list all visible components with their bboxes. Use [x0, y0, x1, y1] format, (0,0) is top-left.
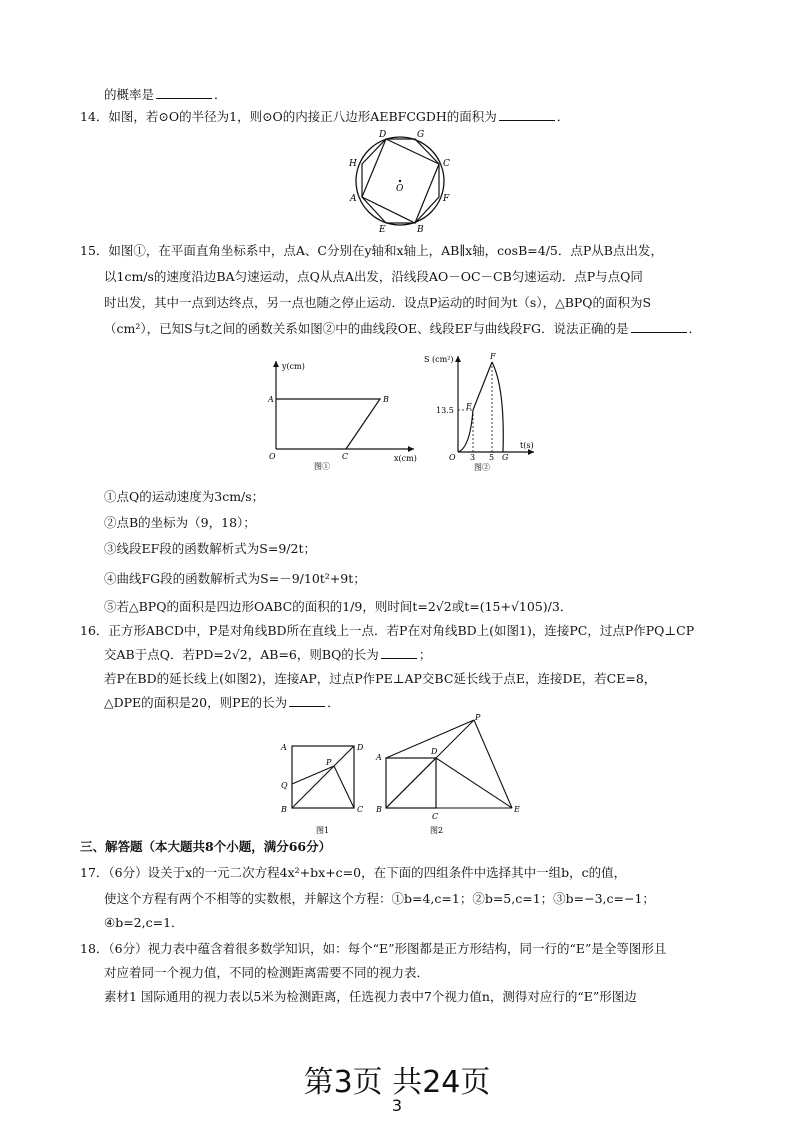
page-label: 第3页 共24页 — [303, 1065, 491, 1100]
answer-blank — [499, 108, 555, 121]
fig2-label-G: G — [502, 453, 509, 462]
fig2-label-O: O — [449, 453, 456, 462]
fig2-caption: 图② — [474, 463, 490, 472]
q16-fig1-label-Q: Q — [281, 781, 288, 790]
label-O: O — [396, 184, 404, 194]
fig1-label-B: B — [383, 395, 389, 404]
q16-fig1-label-D: D — [357, 743, 364, 752]
q16-fig1-caption: 图1 — [316, 826, 330, 835]
q15-option-5: ⑤若△BPQ的面积是四边形OABC的面积的1/9，则时间t=2√2或t=(15+√105)/3． — [104, 599, 573, 614]
q15-option-2: ②点B的坐标为（9，18）； — [104, 515, 256, 530]
q16-fig2-label-A: A — [376, 753, 382, 762]
top-line: 的概率是 ． — [104, 87, 227, 102]
q15-line2: 以1cm/s的速度沿边BA匀速运动，点Q从点A出发，沿线段AO－OC－CB匀速运动．点P与点Q同 — [104, 269, 643, 284]
answer-blank — [156, 86, 212, 99]
q16-fig2-label-B: B — [376, 805, 382, 814]
answer-blank — [381, 646, 417, 659]
q18-line1: 18．（6分）视力表中蕴含着很多数学知识，如：每个“E”形图都是正方形结构，同一行的“E”是全等图形且 — [80, 941, 667, 956]
label-A: A — [350, 194, 357, 204]
q16-fig2-label-P: P — [475, 713, 481, 722]
label-H: H — [349, 159, 357, 169]
q16-line4: △DPE的面积是20，则PE的长为 ． — [104, 695, 340, 710]
fig1-ylabel: y(cm) — [282, 362, 305, 371]
q15-figure-2 — [422, 348, 542, 476]
q14-text: 14．如图，若⊙O的半径为1，则⊙O的内接正八边形AEBFCGDH的面积为 ． — [80, 109, 570, 124]
q18-line2: 对应着同一个视力值，不同的检测距离需要不同的视力表． — [104, 965, 430, 980]
q18-line3: 素材1 国际通用的视力表以5米为检测距离，任选视力表中7个视力值n，测得对应行的“E”形图边 — [104, 989, 637, 1004]
q16-fig1-label-P: P — [326, 758, 332, 767]
q15-line3: 时出发，其中一点到达终点，另一点也随之停止运动．设点P运动的时间为t（s），△BPQ的面积为S — [104, 295, 652, 310]
fig2-tick-3: 3 — [470, 453, 476, 462]
q15-line4: （cm²），已知S与t之间的函数关系如图②中的曲线段OE、线段EF与曲线段FG．说法正确的是 ． — [104, 321, 702, 336]
q16-fig1-label-B: B — [281, 805, 287, 814]
q17-line3: ④b=2,c=1． — [104, 915, 184, 930]
fig2-label-E: E — [466, 402, 472, 411]
section-heading: 三、解答题（本大题共8个小题，满分66分） — [80, 839, 332, 854]
page-number: 3 — [391, 1096, 403, 1115]
fig2-label-F: F — [490, 352, 496, 361]
label-F: F — [443, 194, 450, 204]
label-D: D — [379, 130, 387, 140]
q16-fig1-label-A: A — [281, 743, 287, 752]
q15-option-1: ①点Q的运动速度为3cm/s； — [104, 489, 265, 504]
fig1-xlabel: x(cm) — [394, 454, 417, 463]
answer-blank — [289, 694, 325, 707]
label-C: C — [443, 159, 450, 169]
label-G: G — [417, 130, 425, 140]
label-E: E — [379, 225, 386, 234]
q16-figure-2 — [374, 712, 524, 838]
q17-line2: 使这个方程有两个不相等的实数根，并解这个方程：①b=4,c=1；②b=5,c=1；③b=−3,c=−1； — [104, 891, 655, 906]
q16-figure-1 — [278, 738, 368, 838]
q14-octagon-figure — [335, 128, 465, 234]
answer-blank — [631, 320, 687, 333]
q16-line1: 16．正方形ABCD中，P是对角线BD所在直线上一点．若P在对角线BD上(如图1)，连接PC，过点P作PQ⊥CP — [80, 623, 695, 638]
q16-line3: 若P在BD的延长线上(如图2)，连接AP，过点P作PE⊥AP交BC延长线于点E，连接DE，若CE=8， — [104, 671, 657, 686]
q15-figure-1 — [262, 355, 422, 475]
q15-line1: 15．如图①，在平面直角坐标系中，点A、C分别在y轴和x轴上，AB∥x轴，cosB=4/5．点P从B点出发， — [80, 243, 663, 258]
fig2-xlabel: t(s) — [520, 441, 534, 450]
q15-option-4: ④曲线FG段的函数解析式为S=－9/10t²+9t； — [104, 571, 366, 586]
q16-fig2-label-E: E — [514, 805, 520, 814]
q16-fig2-label-D: D — [431, 747, 438, 756]
q15-option-3: ③线段EF段的函数解析式为S=9/2t； — [104, 541, 316, 556]
fig1-caption: 图① — [314, 462, 330, 471]
q16-line2: 交AB于点Q．若PD=2√2，AB=6，则BQ的长为 ； — [104, 647, 432, 662]
fig2-tick-5: 5 — [489, 453, 495, 462]
label-B: B — [417, 225, 424, 234]
fig2-ylabel: S (cm²) — [424, 355, 454, 364]
q16-fig2-label-C: C — [432, 812, 439, 821]
fig2-tick-13-5: 13.5 — [436, 406, 454, 415]
fig1-label-O: O — [269, 452, 276, 461]
q16-fig1-label-C: C — [357, 805, 364, 814]
fig1-label-C: C — [342, 452, 349, 461]
fig1-label-A: A — [268, 395, 274, 404]
q16-fig2-caption: 图2 — [430, 826, 444, 835]
q17-line1: 17．（6分）设关于x的一元二次方程4x²+bx+c=0，在下面的四组条件中选择其中一组b，c的值， — [80, 865, 627, 880]
